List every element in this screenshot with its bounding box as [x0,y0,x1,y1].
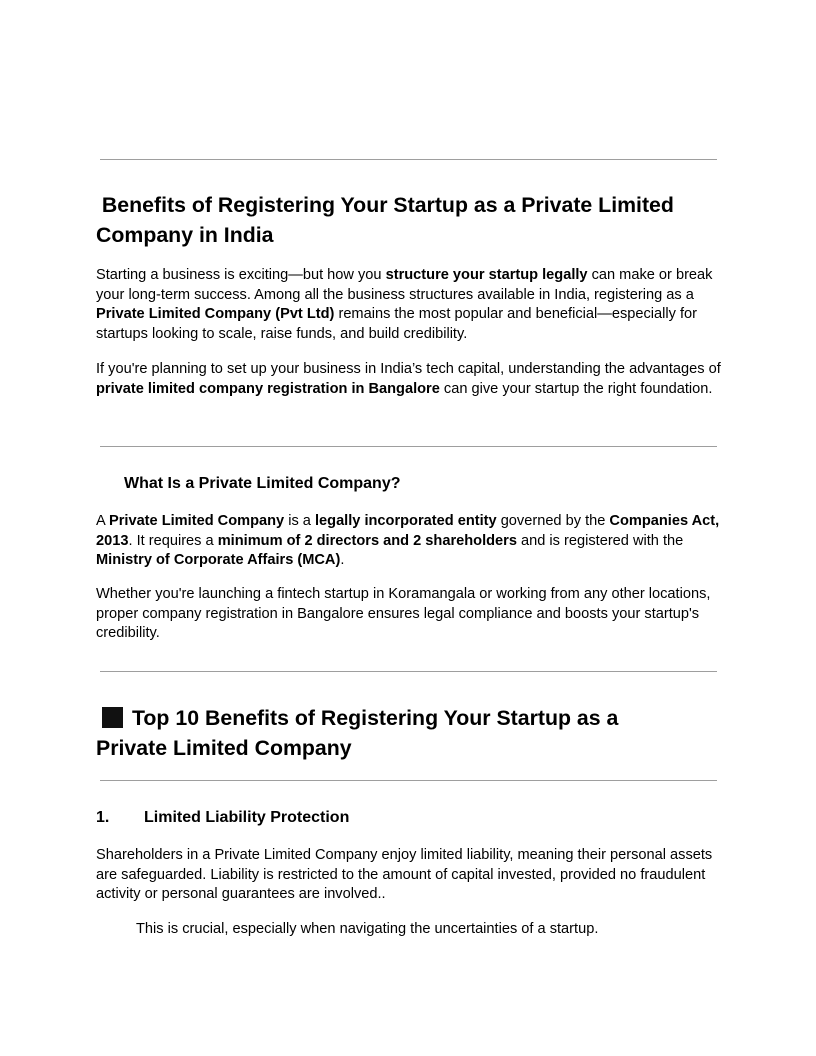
what-is-p1-text-1: A [96,513,109,529]
what-is-p1-bold-2: legally incorporated entity [314,513,497,529]
what-is-p1-text-2: is a [284,513,315,529]
black-square-icon [102,707,123,728]
what-is-p1-bold-3: Companies Act, 2013 [96,513,720,549]
benefit-1-heading [96,807,721,829]
what-is-paragraph-2: Whether you're launching a fintech startup in Koramangala or working from any other locations, proper company registration in Bangalore ensures legal compliance and boosts your startup's credibility. [96,586,711,642]
what-is-p1-bold-5: Ministry of Corporate Affairs (MCA) [96,552,341,569]
intro-paragraph-1 [96,266,721,344]
page-title-line1: Benefits of Registering Your Startup as a Private Limited [96,193,674,217]
divider-3 [100,671,717,672]
intro-p2-text-2: can give your startup the right foundation. [439,380,713,397]
intro-p2-text-1: If you're planning to set up your business in India’s tech capital, understanding the advantages of [96,361,721,377]
intro-paragraph-2 [96,360,721,399]
what-is-heading: What Is a Private Limited Company? [124,475,401,492]
intro-p1-bold-1: structure your startup legally [385,267,588,283]
what-is-p1-bold-1: Private Limited Company [108,513,285,529]
page-title [96,190,721,250]
top10-heading [96,703,721,763]
what-is-p1-text-5: and is registered with the [516,532,684,549]
intro-p2-bold-1: private limited company registration in Bangalore [96,380,440,397]
what-is-p1-text-6: . [340,552,345,569]
intro-p1-text-3: remains the most popular and beneficial—especially for startups looking to scale, raise funds, and build credibility. [96,306,698,342]
what-is-p1-bold-4: minimum of 2 directors and 2 shareholders [217,532,517,549]
what-is-p1-text-3: governed by the [496,513,610,529]
benefit-1-title: Limited Liability Protection [144,809,350,826]
intro-p1-text-2: can make or break your long-term success. Among all the business structures available in India, registering as a [96,267,713,303]
what-is-p1-text-4: . It requires a [128,532,218,549]
what-is-paragraph-1 [96,512,721,571]
divider-4 [100,780,717,781]
benefit-1-number: 1. [96,809,110,826]
intro-p1-bold-2: Private Limited Company (Pvt Ltd) [96,306,335,323]
divider-2 [100,446,717,447]
benefit-1-paragraph-1: Shareholders in a Private Limited Company enjoy limited liability, meaning their personal assets are safeguarded. Liability is restricted to the amount of capital invested, provided no fraudulent activity or personal guarantees are involved.. [96,847,713,903]
page-title-line2: Company in India [96,223,274,247]
top10-heading-line2: Private Limited Company [96,736,352,760]
divider-1 [100,159,717,160]
benefit-1-paragraph-2: This is crucial, especially when navigating the uncertainties of a startup. [136,921,599,937]
top10-heading-line1: Top 10 Benefits of Registering Your Startup as a [132,706,619,730]
intro-p1-text-1: Starting a business is exciting—but how you [96,267,386,283]
